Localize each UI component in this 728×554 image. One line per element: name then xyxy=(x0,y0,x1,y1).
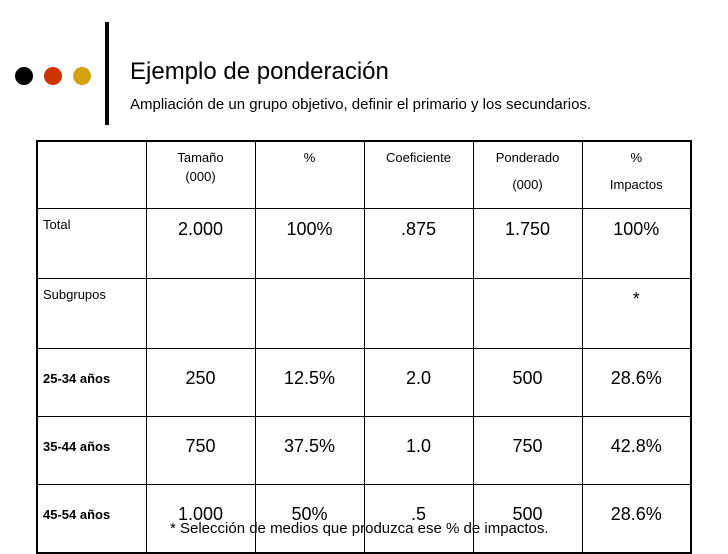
cell-coef: 2.0 xyxy=(364,349,473,417)
cell-coef xyxy=(364,279,473,349)
header-tamano-line2: (000) xyxy=(185,169,216,184)
cell-tamano: 750 xyxy=(146,417,255,485)
header-ponderado-line2: (000) xyxy=(512,177,543,192)
row-label: 45-54 años xyxy=(37,485,146,554)
header-ponderado xyxy=(473,141,582,209)
title-divider xyxy=(105,22,109,125)
cell-coef: 1.0 xyxy=(364,417,473,485)
weighting-table xyxy=(36,140,692,554)
cell-pct: 12.5% xyxy=(255,349,364,417)
cell-tamano xyxy=(146,279,255,349)
table-row xyxy=(37,279,691,349)
cell-pond xyxy=(473,279,582,349)
bullet-dot-gold xyxy=(73,67,91,85)
header-impactos xyxy=(582,141,691,209)
header-ponderado-line1: Ponderado xyxy=(495,150,560,165)
cell-coef: .875 xyxy=(364,209,473,279)
cell-pct xyxy=(255,279,364,349)
table-row xyxy=(37,485,691,554)
cell-impactos-asterisk: * xyxy=(582,279,691,349)
cell-impactos: 28.6% xyxy=(582,349,691,417)
cell-pct: 50% xyxy=(255,485,364,554)
header-impactos-line1: % xyxy=(630,150,643,165)
header-pct: % xyxy=(255,141,364,209)
header-coeficiente: Coeficiente xyxy=(364,141,473,209)
row-label: 25-34 años xyxy=(37,349,146,417)
table-row xyxy=(37,417,691,485)
cell-pond: 500 xyxy=(473,485,582,554)
slide-title: Ejemplo de ponderación xyxy=(130,58,389,85)
header-tamano xyxy=(146,141,255,209)
cell-tamano: 250 xyxy=(146,349,255,417)
header-tamano-line1: Tamaño xyxy=(177,150,224,165)
cell-impactos: 28.6% xyxy=(582,485,691,554)
table-header-row xyxy=(37,141,691,209)
header-label-cell xyxy=(37,141,146,209)
cell-impactos: 42.8% xyxy=(582,417,691,485)
cell-pct: 37.5% xyxy=(255,417,364,485)
cell-pond: 1.750 xyxy=(473,209,582,279)
header-impactos-line2: Impactos xyxy=(609,177,663,192)
cell-coef: .5 xyxy=(364,485,473,554)
bullet-dot-black xyxy=(15,67,33,85)
row-label: Total xyxy=(37,209,146,279)
row-label: Subgrupos xyxy=(37,279,146,349)
row-label: 35-44 años xyxy=(37,417,146,485)
cell-pct: 100% xyxy=(255,209,364,279)
footnote: * Selección de medios que produzca ese % de impactos. xyxy=(170,520,549,537)
cell-pond: 750 xyxy=(473,417,582,485)
cell-tamano: 1.000 xyxy=(146,485,255,554)
table-row xyxy=(37,349,691,417)
table-row xyxy=(37,209,691,279)
bullet-dot-red xyxy=(44,67,62,85)
cell-impactos: 100% xyxy=(582,209,691,279)
cell-tamano: 2.000 xyxy=(146,209,255,279)
cell-pond: 500 xyxy=(473,349,582,417)
slide-subtitle: Ampliación de un grupo objetivo, definir el primario y los secundarios. xyxy=(130,96,592,113)
